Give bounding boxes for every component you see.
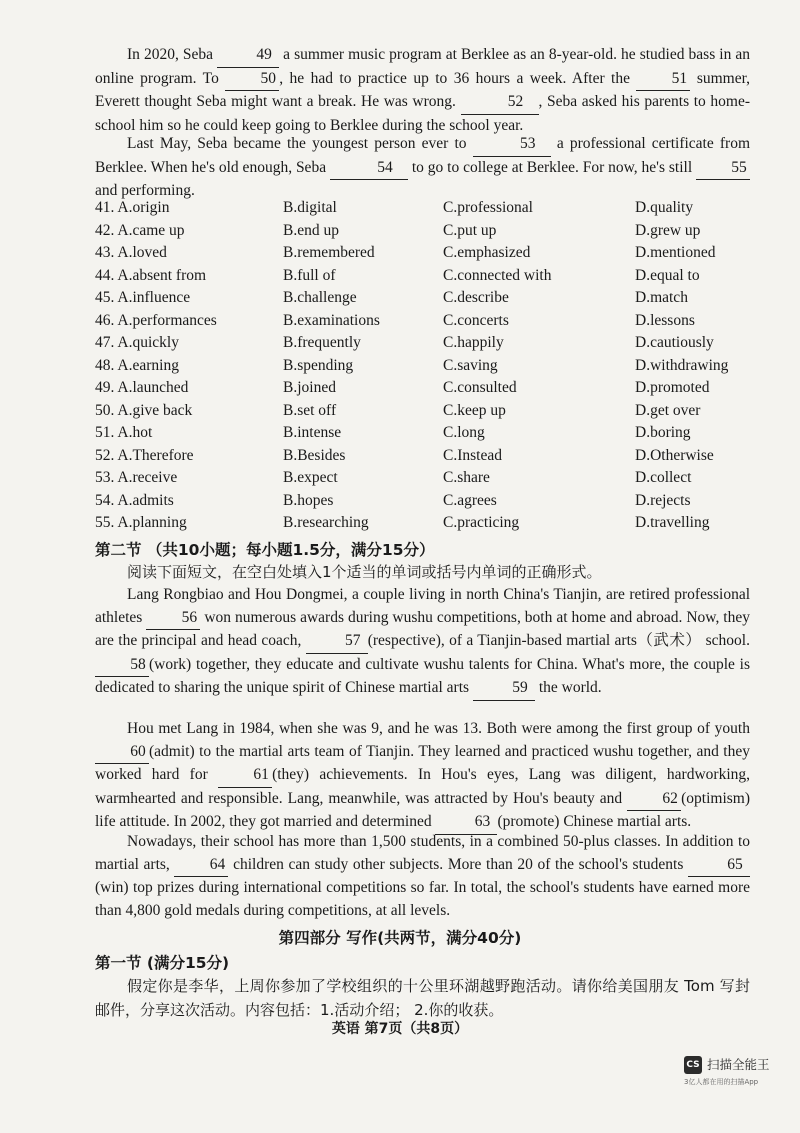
blank-59: 59 xyxy=(473,677,535,701)
option-d: D.match xyxy=(635,289,688,306)
option-d: D.travelling xyxy=(635,514,710,531)
option-row-50 xyxy=(95,402,755,424)
text: summer, Everett thought Seba might want a break. He was wrong. xyxy=(95,69,751,111)
option-b: B.spending xyxy=(283,357,354,374)
option-c: C.describe xyxy=(443,289,509,306)
option-a: 55. A.planning xyxy=(95,514,187,531)
option-b: B.examinations xyxy=(283,312,380,329)
option-c: C.share xyxy=(443,469,490,486)
text: children can study other subjects. More than 20 of the school's students xyxy=(233,855,684,873)
option-row-51 xyxy=(95,424,755,446)
option-c: C.emphasized xyxy=(443,244,531,261)
option-row-55 xyxy=(95,514,755,536)
passage1-paragraph-1 xyxy=(95,44,750,137)
option-b: B.challenge xyxy=(283,289,357,306)
text: (admit) to the martial arts team of Tianjin. They learned and practiced wushu together, and they worked hard for xyxy=(95,742,750,784)
option-b: B.joined xyxy=(283,379,336,396)
blank-61: 61 xyxy=(218,764,272,788)
option-a: 45. A.influence xyxy=(95,289,191,306)
option-d: D.boring xyxy=(635,424,691,441)
option-b: B.remembered xyxy=(283,244,375,261)
writing-prompt: 假定你是李华，上周你参加了学校组织的十公里环湖越野跑活动。请你给美国朋友 Tom 写封邮件，分享这次活动。内容包括：1.活动介绍； 2.你的收获。 xyxy=(95,977,750,1019)
blank-57: 57 xyxy=(306,630,368,654)
text: , he had to practice up to 36 hours a week. After the xyxy=(279,69,630,87)
option-b: B.end up xyxy=(283,222,339,239)
option-a: 53. A.receive xyxy=(95,469,178,486)
option-d: D.lessons xyxy=(635,312,695,329)
camscanner-logo-icon: CS xyxy=(684,1056,702,1074)
option-c: C.practicing xyxy=(443,514,520,531)
text: (work) together, they educate and cultivate wushu talents for China. What's more, the couple is dedicated to sharing the unique spirit of Chinese martial arts xyxy=(95,655,750,697)
option-row-46 xyxy=(95,312,755,334)
text: (optimism) life attitude. In 2002, they got married and determined xyxy=(95,789,750,831)
option-row-42 xyxy=(95,222,755,244)
option-b: B.Besides xyxy=(283,447,346,464)
option-a: 41. A.origin xyxy=(95,199,170,216)
option-row-49 xyxy=(95,379,755,401)
option-a: 43. A.loved xyxy=(95,244,167,261)
option-row-41 xyxy=(95,199,755,221)
blank-58: 58 xyxy=(95,654,149,678)
option-c: C.happily xyxy=(443,334,504,351)
option-d: D.promoted xyxy=(635,379,710,396)
option-d: D.Otherwise xyxy=(635,447,714,464)
option-b: B.frequently xyxy=(283,334,361,351)
section2-paragraph-3 xyxy=(95,831,750,922)
text: (promote) Chinese martial arts. xyxy=(497,813,692,831)
option-c: C.connected with xyxy=(443,267,552,284)
option-b: B.hopes xyxy=(283,492,334,509)
blank-56: 56 xyxy=(146,607,200,631)
section2-heading: 第二节 （共10小题；每小题1.5分，满分15分） xyxy=(95,541,435,559)
option-a: 49. A.launched xyxy=(95,379,189,396)
option-d: D.collect xyxy=(635,469,692,486)
blank-53: 53 xyxy=(473,133,551,157)
option-d: D.grew up xyxy=(635,222,701,239)
option-a: 46. A.performances xyxy=(95,312,217,329)
option-c: C.put up xyxy=(443,222,497,239)
blank-65: 65 xyxy=(688,854,750,878)
option-d: D.withdrawing xyxy=(635,357,729,374)
watermark-tagline: 3亿人都在用的扫描App xyxy=(684,1078,759,1086)
text: and performing. xyxy=(95,182,195,200)
blank-51: 51 xyxy=(636,68,690,92)
text: Nowadays, their school has more than 1,500 students, in a combined 50-plus classes. In addition to martial arts, xyxy=(95,833,750,873)
option-a: 54. A.admits xyxy=(95,492,174,509)
option-c: C.professional xyxy=(443,199,533,216)
watermark-name: 扫描全能王 xyxy=(707,1057,770,1072)
option-b: B.researching xyxy=(283,514,369,531)
option-a: 42. A.came up xyxy=(95,222,185,239)
option-row-44 xyxy=(95,267,755,289)
passage1-paragraph-2 xyxy=(95,133,750,203)
option-a: 47. A.quickly xyxy=(95,334,179,351)
option-b: B.expect xyxy=(283,469,338,486)
option-d: D.equal to xyxy=(635,267,700,284)
option-row-45 xyxy=(95,289,755,311)
option-b: B.intense xyxy=(283,424,342,441)
section2-paragraph-2 xyxy=(95,718,750,835)
blank-50: 50 xyxy=(225,68,279,92)
text: In 2020, Seba xyxy=(127,46,214,63)
text: Lang Rongbiao and Hou Dongmei, a couple living in north China's Tianjin, are retired professional athletes xyxy=(95,586,750,626)
option-row-54 xyxy=(95,492,755,514)
option-a: 48. A.earning xyxy=(95,357,179,374)
option-c: C.concerts xyxy=(443,312,509,329)
blank-54: 54 xyxy=(330,157,408,181)
option-row-53 xyxy=(95,469,755,491)
option-row-52 xyxy=(95,447,755,469)
text: (respective), of a Tianjin-based martial arts（武术） school. xyxy=(367,632,750,650)
option-c: C.keep up xyxy=(443,402,506,419)
option-row-47 xyxy=(95,334,755,356)
option-c: C.long xyxy=(443,424,485,441)
option-a: 52. A.Therefore xyxy=(95,447,194,464)
section2-paragraph-1 xyxy=(95,584,750,701)
blank-60: 60 xyxy=(95,741,149,765)
text: (they) achievements. In Hou's eyes, Lang was diligent, hardworking, warmhearted and responsible. Lang, meanwhile, was attracted by Hou's beauty and xyxy=(95,766,750,807)
option-a: 44. A.absent from xyxy=(95,267,207,284)
text: Last May, Seba became the youngest person ever to xyxy=(127,135,467,152)
blank-63: 63 xyxy=(435,811,497,835)
blank-52: 52 xyxy=(461,91,539,115)
option-b: B.digital xyxy=(283,199,337,216)
page-footer: 英语 第7页（共8页） xyxy=(331,1021,469,1037)
part4-heading: 第四部分 写作(共两节，满分40分) xyxy=(278,929,522,947)
text: (win) top prizes during international competitions so far. In total, the school's students have earned more than 4,800 gold medals during competitions, at all levels. xyxy=(95,879,750,919)
option-d: D.rejects xyxy=(635,492,691,509)
text: to go to college at Berklee. For now, he's still xyxy=(411,158,693,176)
option-c: C.Instead xyxy=(443,447,502,464)
section2-instruction: 阅读下面短文，在空白处填入1个适当的单词或括号内单词的正确形式。 xyxy=(127,563,602,581)
option-d: D.quality xyxy=(635,199,694,216)
option-row-43 xyxy=(95,244,755,266)
option-a: 51. A.hot xyxy=(95,424,153,441)
option-c: C.saving xyxy=(443,357,498,374)
blank-64: 64 xyxy=(174,854,228,878)
scanner-watermark xyxy=(684,1056,794,1092)
option-c: C.agrees xyxy=(443,492,497,509)
option-c: C.consulted xyxy=(443,379,517,396)
text: , Seba asked his parents to home-school him so he could keep going to Berklee during the school year. xyxy=(95,93,750,134)
blank-49: 49 xyxy=(217,44,279,68)
option-a: 50. A.give back xyxy=(95,402,193,419)
option-b: B.set off xyxy=(283,402,337,419)
blank-55: 55 xyxy=(696,157,750,181)
option-d: D.mentioned xyxy=(635,244,716,261)
option-row-48 xyxy=(95,357,755,379)
option-b: B.full of xyxy=(283,267,336,284)
option-d: D.get over xyxy=(635,402,701,419)
option-d: D.cautiously xyxy=(635,334,714,351)
blank-62: 62 xyxy=(627,788,681,812)
text: a summer music program at Berklee as an 8-year-old. he studied bass in an online program. To xyxy=(95,46,751,87)
part4-sub-heading: 第一节 (满分15分) xyxy=(95,954,230,972)
text: Hou met Lang in 1984, when she was 9, and he was 13. Both were among the first group of youth xyxy=(127,720,750,737)
text: won numerous awards during wushu competitions, both at home and abroad. Now, they are the principal and head coach, xyxy=(95,608,750,650)
text: a professional certificate from Berklee. When he's old enough, Seba xyxy=(95,135,751,176)
text: the world. xyxy=(538,679,602,697)
